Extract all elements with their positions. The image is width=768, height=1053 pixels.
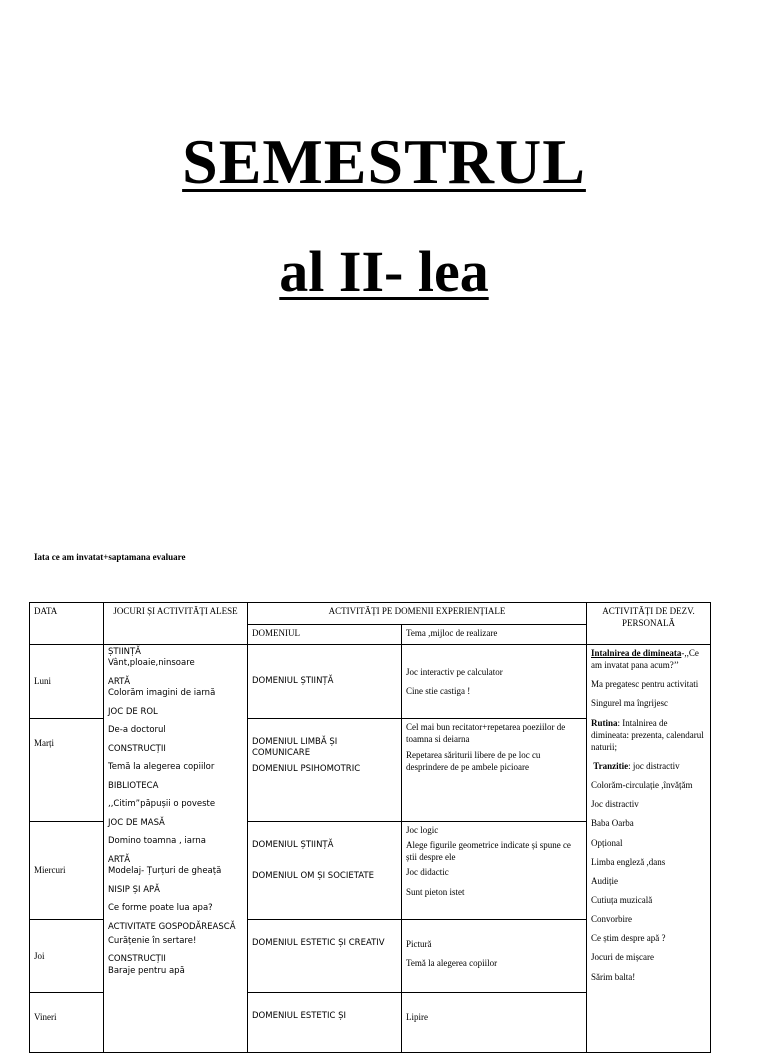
domeniu-cell — [248, 719, 402, 822]
intalnire-label: Intalnirea de dimineata — [591, 648, 682, 658]
day-cell: Vineri — [30, 993, 104, 1053]
dezv-item: Audiție — [591, 875, 618, 886]
domeniu-name: DOMENIUL OM ȘI SOCIETATE — [252, 871, 374, 882]
jocuri-item: Temă la alegerea copiilor — [108, 762, 215, 773]
jocuri-item: Curățenie în sertare! — [108, 935, 197, 946]
domeniu-cell — [248, 920, 402, 993]
dezv-item: Limba engleză ,dans — [591, 856, 666, 867]
tema-cell — [402, 920, 587, 993]
tranzitie-text: : joc distractiv — [628, 760, 680, 771]
tema-line: Joc interactiv pe calculator — [406, 666, 503, 677]
domeniu-cell — [248, 822, 402, 920]
dezv-item: Convorbire — [591, 914, 632, 925]
jocuri-heading: ARTĂ — [108, 676, 131, 687]
tema-line: Pictură — [406, 939, 432, 949]
dezv-item: Jocuri de mișcare — [591, 952, 654, 963]
jocuri-heading: ARTĂ — [108, 854, 131, 865]
header-tema: Tema ,mijloc de realizare — [402, 625, 587, 645]
title-line-1: SEMESTRUL — [182, 126, 586, 197]
intalnire-text: -,,Ce am invatat pana acum?’’ — [591, 648, 699, 671]
day-cell: Miercuri — [30, 822, 104, 920]
jocuri-cell — [104, 645, 248, 1053]
dezv-tranzitie — [591, 760, 706, 772]
jocuri-heading: CONSTRUCȚII — [108, 954, 166, 965]
day-cell: Joi — [30, 920, 104, 993]
dezv-item: Singurel ma îngrijesc — [591, 698, 668, 709]
jocuri-item: Modelaj- Țurțuri de gheață — [108, 866, 222, 877]
dezv-item: Cutiuța muzicală — [591, 894, 653, 905]
header-data: DATA — [30, 603, 104, 645]
jocuri-item: Colorăm imagini de iarnă — [108, 688, 216, 699]
tema-line: Sunt pieton istet — [406, 886, 465, 897]
jocuri-item: Ce forme poate lua apa? — [108, 903, 213, 914]
tema-line: Temă la alegerea copiilor — [406, 958, 498, 969]
title-line-2: al II- lea — [279, 239, 489, 304]
tranzitie-label: Tranzitie — [593, 760, 629, 771]
header-domeniul: DOMENIUL — [248, 625, 402, 645]
dezv-item: Ma pregatesc pentru activitati — [591, 679, 699, 690]
tema-line: Cine stie castiga ! — [406, 686, 471, 696]
dezv-item: Colorăm-circulație ,învățăm — [591, 780, 693, 791]
dezv-item: Baba Oarba — [591, 818, 634, 829]
tema-line: Cel mai bun recitator+repetarea poeziilor de toamna si deiarna — [406, 722, 566, 745]
domeniu-name: DOMENIUL ȘTIINȚĂ — [252, 840, 334, 850]
jocuri-heading: ȘTIINȚĂ — [108, 647, 141, 657]
dezv-cell — [587, 645, 711, 1053]
domeniu-cell — [248, 645, 402, 719]
tema-line: Repetarea săriturii libere de pe loc cu desprindere de pe ambele picioare — [406, 750, 541, 773]
dezv-intalnire — [591, 647, 706, 671]
header-dezv: ACTIVITĂȚI DE DEZV. PERSONALĂ — [587, 603, 711, 645]
dezv-rutina — [591, 717, 706, 753]
tema-line: Joc logic — [406, 825, 439, 835]
rutina-text: : Intalnirea de dimineata: prezenta, calendarul naturii; — [591, 717, 704, 752]
tema-line: Joc didactic — [406, 867, 449, 878]
dezv-item: Opțional — [591, 837, 623, 848]
domeniu-name: DOMENIUL ȘTIINȚĂ — [252, 675, 334, 686]
dezv-item: Ce știm despre apă ? — [591, 933, 666, 944]
jocuri-item: Domino toamna , iarna — [108, 836, 206, 847]
jocuri-item: Baraje pentru apă — [108, 965, 185, 976]
dezv-item: Sărim balta! — [591, 971, 636, 982]
jocuri-heading: ACTIVITATE GOSPODĂREASCĂ — [108, 921, 236, 932]
jocuri-item: ,,Citim”păpușii o poveste — [108, 799, 216, 810]
header-jocuri: JOCURI ȘI ACTIVITĂȚI ALESE — [104, 603, 248, 645]
domeniu-name: DOMENIUL LIMBĂ ȘI COMUNICARE — [252, 737, 338, 759]
header-domenii: ACTIVITĂȚI PE DOMENII EXPERIENȚIALE — [248, 603, 587, 625]
jocuri-heading: NISIP ȘI APĂ — [108, 884, 160, 895]
domeniu-name: DOMENIUL PSIHOMOTRIC — [252, 763, 361, 774]
tema-line: Alege figurile geometrice indicate și spune ce știi despre ele — [406, 840, 571, 863]
rutina-label: Rutina — [591, 717, 618, 728]
dezv-item: Joc distractiv — [591, 799, 639, 810]
weekly-plan-table — [29, 602, 711, 1053]
tema-cell — [402, 645, 587, 719]
domeniu-cell — [248, 993, 402, 1053]
jocuri-heading: JOC DE ROL — [108, 706, 158, 717]
jocuri-heading: JOC DE MASĂ — [108, 817, 165, 828]
day-cell: Luni — [30, 645, 104, 719]
jocuri-item: Vânt,ploaie,ninsoare — [108, 658, 195, 669]
tema-cell — [402, 719, 587, 822]
tema-cell — [402, 993, 587, 1053]
domeniu-name: DOMENIUL ESTETIC ȘI — [252, 1011, 347, 1021]
tema-cell — [402, 822, 587, 920]
section-note: Iata ce am invatat+saptamana evaluare — [34, 552, 186, 562]
jocuri-heading: BIBLIOTECA — [108, 780, 159, 791]
domeniu-name: DOMENIUL ESTETIC ȘI CREATIV — [252, 938, 385, 948]
jocuri-item: De-a doctorul — [108, 725, 166, 736]
day-cell: Marți — [30, 719, 104, 822]
tema-line: Lipire — [406, 1012, 428, 1022]
jocuri-heading: CONSTRUCȚII — [108, 743, 166, 754]
